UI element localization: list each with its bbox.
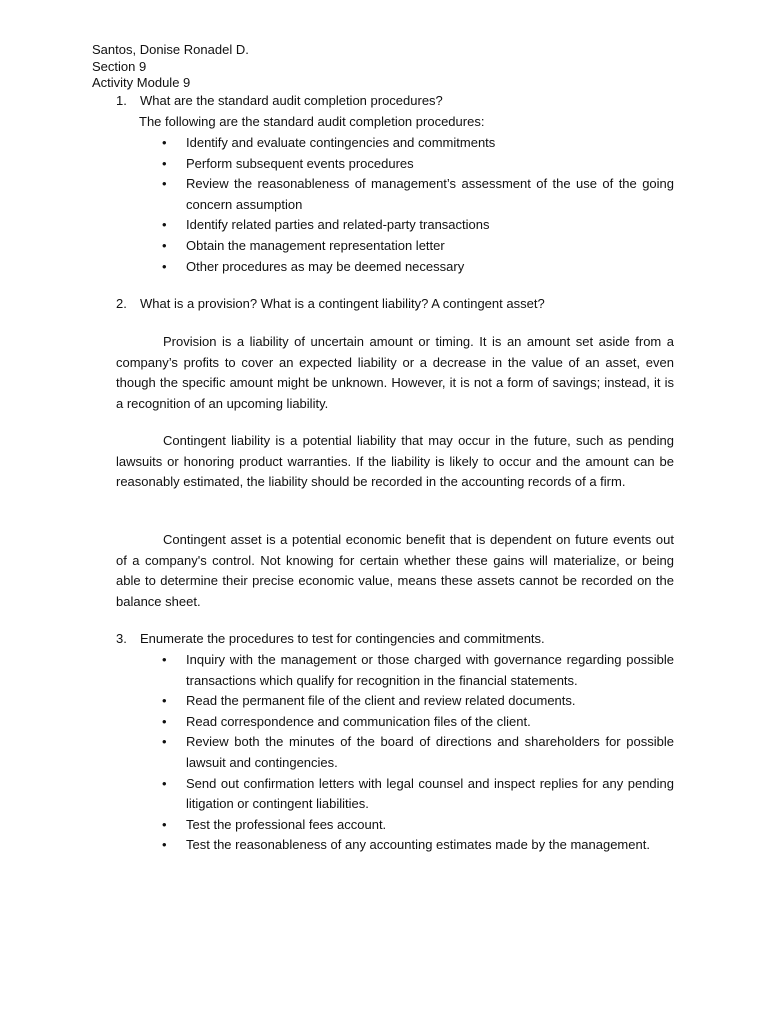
question-1 — [116, 91, 443, 112]
contingent-asset-paragraph: Contingent asset is a potential economic benefit that is dependent on future events out of a company's control. Not knowing for certain whether these gains will materialize, or being able to determine their precise economic value, means these assets cannot be recorded on the balance sheet. — [116, 532, 674, 609]
list-item: • Read correspondence and communication files of the client. — [162, 712, 674, 733]
list-item: • Read the permanent file of the client and review related documents. — [162, 691, 674, 712]
question-1-lead: The following are the standard audit completion procedures: — [139, 114, 485, 129]
section-label: Section 9 — [92, 58, 147, 74]
list-item: • Perform subsequent events procedures — [162, 154, 674, 175]
list-item: • Send out confirmation letters with legal counsel and inspect replies for any pending litigation or contingent liabilities. — [162, 774, 674, 815]
list-item: • Identify related parties and related-party transactions — [162, 215, 674, 236]
list-item: • Review the reasonableness of management’s assessment of the use of the going concern assumption — [162, 174, 674, 215]
contingent-liability-paragraph: Contingent liability is a potential liability that may occur in the future, such as pending lawsuits or honoring product warranties. If the liability is likely to occur and the amount can be reasonably estimated, the liability should be recorded in the accounting records of a firm. — [116, 433, 674, 490]
question-text: Enumerate the procedures to test for contingencies and commitments. — [140, 631, 545, 646]
student-name: Santos, Donise Ronadel D. — [92, 42, 249, 57]
list-item: • Test the professional fees account. — [162, 815, 674, 836]
document-header — [92, 42, 249, 92]
list-item: • Review both the minutes of the board of directions and shareholders for possible lawsuit and contingencies. — [162, 732, 674, 773]
question-2 — [116, 294, 545, 315]
list-item: • Identify and evaluate contingencies and commitments — [162, 133, 674, 154]
list-item: • Other procedures as may be deemed necessary — [162, 257, 674, 278]
question-number: 2. — [116, 296, 127, 311]
question-1-list — [162, 133, 674, 277]
list-item: • Inquiry with the management or those charged with governance regarding possible transactions which qualify for recognition in the financial statements. — [162, 650, 674, 691]
question-3 — [116, 629, 545, 650]
question-number: 3. — [116, 631, 127, 646]
question-text: What are the standard audit completion procedures? — [140, 93, 443, 108]
list-item: • Obtain the management representation letter — [162, 236, 674, 257]
provision-paragraph: Provision is a liability of uncertain amount or timing. It is an amount set aside from a company’s profits to cover an expected liability or a decrease in the value of an asset, even though the specific amount might be unknown. However, it is not a form of savings; instead, it is a recognition of an upcoming liability. — [116, 334, 674, 411]
question-text: What is a provision? What is a contingent liability? A contingent asset? — [140, 296, 545, 311]
list-item: • Test the reasonableness of any accounting estimates made by the management. — [162, 835, 674, 856]
question-3-list — [162, 650, 674, 856]
question-number: 1. — [116, 93, 127, 108]
activity-title: Activity Module 9 — [92, 75, 191, 90]
